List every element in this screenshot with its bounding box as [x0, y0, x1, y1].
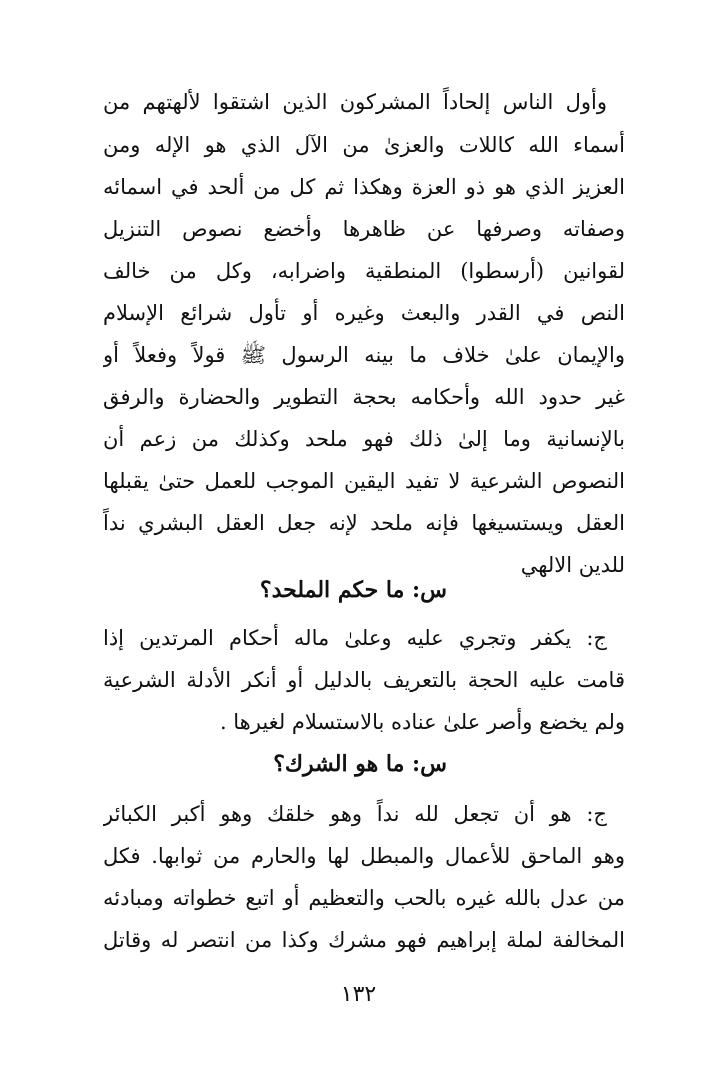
text-line: أسماء الله كاللات والعزىٰ من الآل الذي هو الإله ومن — [103, 133, 625, 157]
text-line: والإيمان علىٰ خلاف ما بينه الرسول ﷺ قولاً وفعلاً أو — [103, 343, 625, 367]
text-line: ولم يخضع وأصر علىٰ عناده بالاستسلام لغيرها . — [219, 710, 625, 734]
text-line: وصفاته وصرفها عن ظاهرها وأخضع نصوص التنزيل — [103, 217, 625, 241]
text-line: قامت عليه الحجة بالتعريف بالدليل أو أنكر الأدلة الشرعية — [103, 668, 625, 692]
text-line: العزيز الذي هو ذو العزة وهكذا ثم كل من ألحد في اسمائه — [103, 175, 625, 199]
text-line: لقوانين (أرسطوا) المنطقية واضرابه، وكل من خالف — [103, 259, 625, 283]
question-heading: س: ما حكم الملحد؟ — [259, 577, 447, 603]
text-line: ج: يكفر وتجري عليه وعلىٰ ماله أحكام المرتدين إذا — [103, 626, 607, 650]
text-line: ج: هو أن تجعل لله نداً وهو خلقك وهو أكبر الكبائر — [103, 802, 607, 826]
text-line: وأول الناس إلحاداً المشركون الذين اشتقوا لألهتهم من — [103, 90, 607, 114]
page-number: ١٣٢ — [340, 982, 377, 1007]
text-line: من عدل بالله غيره بالحب والتعظيم أو اتبع خطواته ومبادئه — [103, 886, 625, 910]
text-line: غير حدود الله وأحكامه بحجة التطوير والحضارة والرفق — [103, 385, 625, 409]
text-line: بالإنسانية وما إلىٰ ذلك فهو ملحد وكذلك من زعم أن — [103, 427, 625, 451]
text-line: للدين الالهي — [520, 553, 625, 577]
text-line: وهو الماحق للأعمال والمبطل لها والحارم من ثوابها. فكل — [103, 844, 625, 868]
question-heading: س: ما هو الشرك؟ — [273, 751, 447, 777]
text-line: المخالفة لملة إبراهيم فهو مشرك وكذا من انتصر له وقاتل — [103, 928, 625, 952]
text-line: العقل ويستسيغها فإنه ملحد لإنه جعل العقل البشري نداً — [103, 511, 625, 535]
text-line: النص في القدر والبعث وغيره أو تأول شرائع الإسلام — [103, 301, 625, 325]
text-line: النصوص الشرعية لا تفيد اليقين الموجب للعمل حتىٰ يقبلها — [103, 469, 625, 493]
